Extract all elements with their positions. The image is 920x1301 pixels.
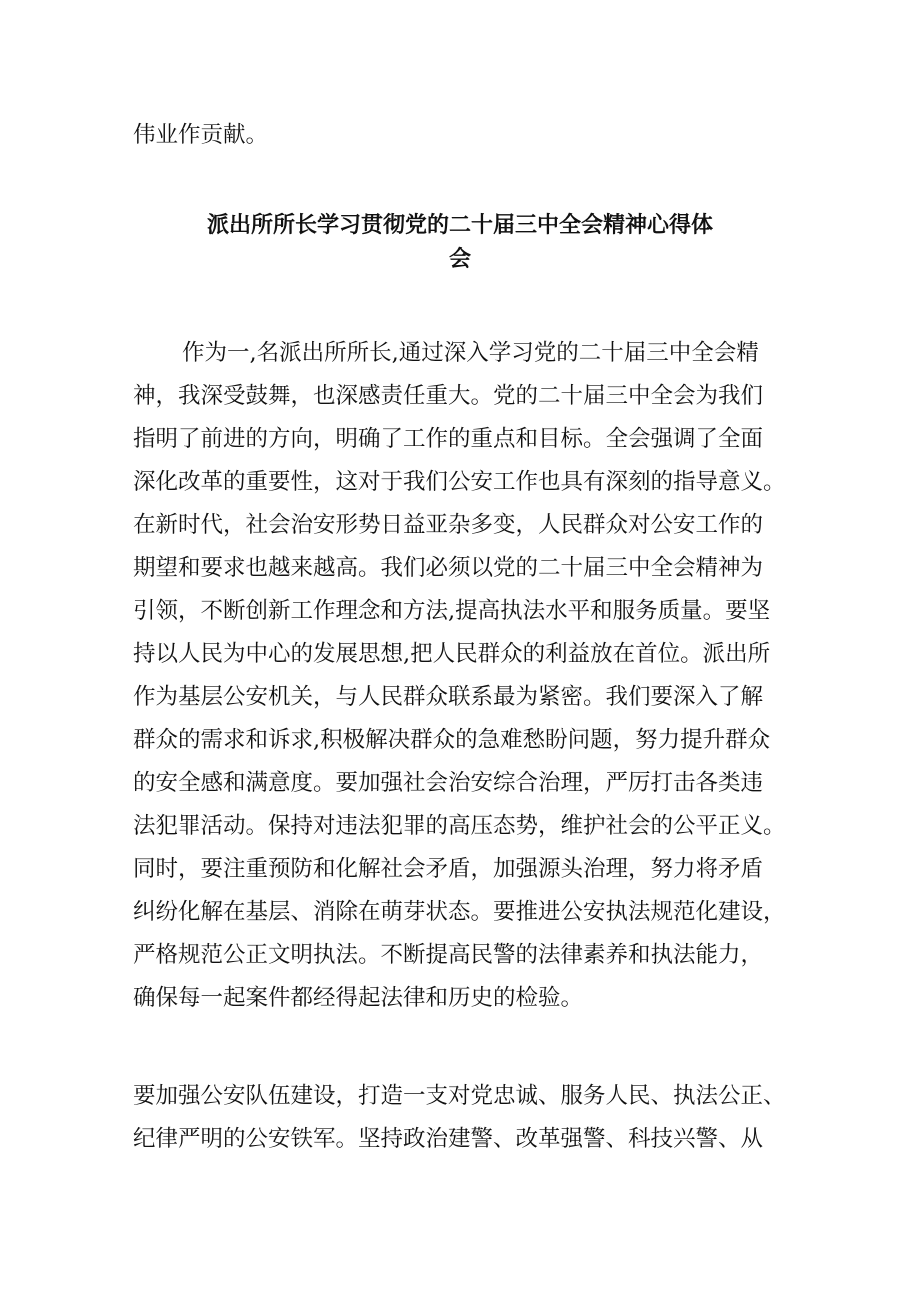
paragraph-line: 严格规范公正文明执法。不断提高民警的法律素养和执法能力，	[133, 942, 764, 968]
paragraph-line: 深化改革的重要性，这对于我们公安工作也具有深刻的指导意义。	[133, 469, 786, 495]
title-line-2: 会	[448, 247, 471, 272]
lead-line: 伟业作贡献。	[133, 122, 269, 148]
paragraph-line: 纪律严明的公安铁军。坚持政治建警、改革强警、科技兴警、从	[133, 1126, 764, 1152]
paragraph-line: 引领，不断创新工作理念和方法,提高执法水平和服务质量。要坚	[133, 598, 771, 624]
paragraph-line: 持以人民为中心的发展思想,把人民群众的利益放在首位。派出所	[133, 641, 771, 667]
paragraph-line: 在新时代，社会治安形势日益亚杂多变，人民群众对公安工作的	[133, 512, 764, 538]
paragraph-line: 要加强公安队伍建设，打造一支对党忠诚、服务人民、执法公正、	[133, 1083, 786, 1109]
paragraph-line: 纠纷化解在基层、消除在萌芽状态。要推进公安执法规范化建设，	[133, 899, 786, 925]
paragraph-line: 法犯罪活动。保持对违法犯罪的高压态势，维护社会的公平正义。	[133, 813, 786, 839]
paragraph-line: 指明了前进的方向，明确了工作的重点和目标。全会强调了全面	[133, 426, 764, 452]
paragraph-line: 神，我深受鼓舞，也深感责任重大。党的二十届三中全会为我们	[133, 383, 764, 409]
paragraph-line: 期望和要求也越来越高。我们必须以党的二十届三中全会精神为	[133, 555, 764, 581]
title-line-1: 派出所所长学习贯彻党的二十届三中全会精神心得体	[206, 213, 713, 238]
paragraph-line: 作为一,名派出所所长,通过深入学习党的二十届三中全会精	[182, 340, 759, 366]
paragraph-line: 的安全感和满意度。要加强社会治安综合治理，严厉打击各类违	[133, 770, 764, 796]
paragraph-line: 作为基层公安机关，与人民群众联系最为紧密。我们要深入了解	[133, 684, 764, 710]
paragraph-line: 确保每一起案件都经得起法律和历史的检验。	[133, 985, 584, 1011]
paragraph-line: 群众的需求和诉求,积极解决群众的急难愁盼问题，努力提升群众	[133, 727, 771, 753]
paragraph-line: 同时，要注重预防和化解社会矛盾，加强源头治理，努力将矛盾	[133, 856, 764, 882]
